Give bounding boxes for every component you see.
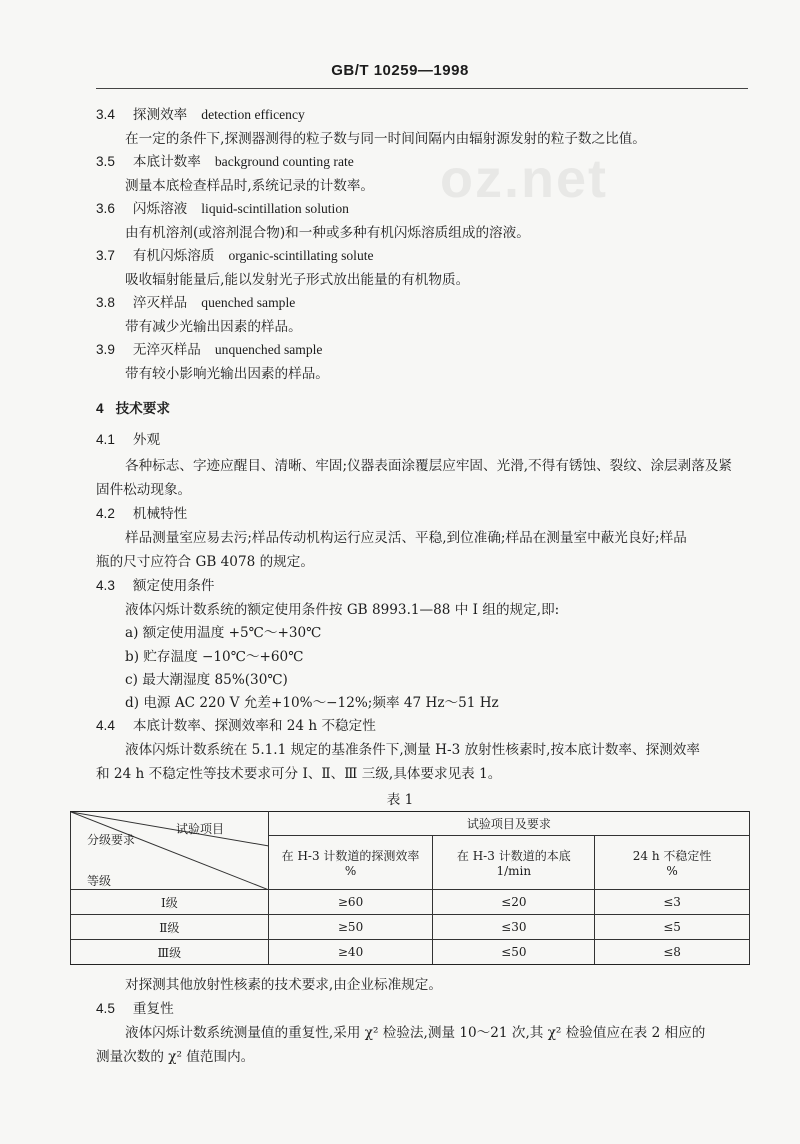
value-cell: ≥60 — [268, 890, 433, 915]
section-4-2-heading: 4.2 机械特性 — [96, 506, 188, 522]
section-3-6-body: 由有机溶剂(或溶剂混合物)和一种或多种有机闪烁溶质组成的溶液。 — [125, 225, 530, 241]
section-4-3-body: 液体闪烁计数系统的额定使用条件按 GB 8993.1—88 中 I 组的规定,即: — [125, 602, 560, 618]
standard-code-header: GB/T 10259—1998 — [331, 62, 469, 79]
corner-label-grade: 等级 — [87, 874, 112, 888]
section-3-5-body: 测量本底检查样品时,系统记录的计数率。 — [125, 178, 375, 194]
grade-cell: Ⅱ级 — [71, 915, 269, 940]
section-4-4-heading: 4.4 本底计数率、探测效率和 24 h 不稳定性 — [96, 718, 376, 734]
section-3-6-heading: 3.6 闪烁溶液 liquid-scintillation solution — [96, 201, 349, 217]
table-1 — [70, 811, 750, 965]
value-cell: ≤8 — [595, 940, 750, 965]
section-4-3-heading: 4.3 额定使用条件 — [96, 578, 215, 594]
value-cell: ≤5 — [595, 915, 750, 940]
column-header-efficiency: 在 H-3 计数道的探测效率 % — [268, 836, 433, 890]
corner-label-grading: 分级要求 — [87, 833, 136, 847]
section-3-8-body: 带有减少光输出因素的样品。 — [125, 319, 302, 335]
condition-item-b: b) 贮存温度 −10℃～+60℃ — [125, 649, 304, 665]
header-rule — [96, 88, 748, 89]
section-4-2-body-line2: 瓶的尺寸应符合 GB 4078 的规定。 — [96, 554, 314, 570]
value-cell: ≥50 — [268, 915, 433, 940]
chapter-4-heading: 4 技术要求 — [96, 401, 170, 417]
section-3-9-heading: 3.9 无淬灭样品 unquenched sample — [96, 342, 323, 358]
value-cell: ≤50 — [433, 940, 595, 965]
section-3-5-heading: 3.5 本底计数率 background counting rate — [96, 154, 354, 170]
table-row — [71, 940, 750, 965]
section-4-5-body-line1: 液体闪烁计数系统测量值的重复性,采用 χ² 检验法,测量 10～21 次,其 χ² 检验值应在表 2 相应的 — [125, 1025, 706, 1041]
table-row — [71, 915, 750, 940]
watermark-text: oz.net — [440, 149, 608, 209]
section-4-5-heading: 4.5 重复性 — [96, 1001, 174, 1017]
section-4-2-body-line1: 样品测量室应易去污;样品传动机构运行应灵活、平稳,到位准确;样品在测量室中蔽光良好;样品 — [125, 530, 687, 546]
value-cell: ≥40 — [268, 940, 433, 965]
section-4-4-body-line1: 液体闪烁计数系统在 5.1.1 规定的基准条件下,测量 H-3 放射性核素时,按本底计数率、探测效率 — [125, 742, 700, 758]
group-header: 试验项目及要求 — [268, 812, 749, 836]
table-note: 对探测其他放射性核素的技术要求,由企业标准规定。 — [125, 977, 442, 993]
column-header-instability: 24 h 不稳定性 % — [595, 836, 750, 890]
value-cell: ≤20 — [433, 890, 595, 915]
section-3-8-heading: 3.8 淬灭样品 quenched sample — [96, 295, 296, 311]
condition-item-a: a) 额定使用温度 +5℃～+30℃ — [125, 625, 322, 641]
section-4-5-body-line2: 测量次数的 χ² 值范围内。 — [96, 1049, 255, 1065]
column-header-background: 在 H-3 计数道的本底 1/min — [433, 836, 595, 890]
section-3-4-heading: 3.4 探测效率 detection efficency — [96, 107, 305, 123]
corner-label-items: 试验项目 — [176, 822, 225, 836]
table-1-caption: 表 1 — [386, 792, 414, 808]
value-cell: ≤3 — [595, 890, 750, 915]
table-corner-cell — [71, 812, 269, 890]
value-cell: ≤30 — [433, 915, 595, 940]
section-3-4-body: 在一定的条件下,探测器测得的粒子数与同一时间间隔内由辐射源发射的粒子数之比值。 — [125, 131, 646, 147]
section-3-7-heading: 3.7 有机闪烁溶质 organic-scintillating solute — [96, 248, 374, 264]
section-4-1-heading: 4.1 外观 — [96, 432, 161, 448]
condition-item-c: c) 最大潮湿度 85%(30℃) — [125, 672, 288, 688]
condition-item-d: d) 电源 AC 220 V 允差+10%～−12%;频率 47 Hz～51 Hz — [125, 695, 499, 711]
section-4-4-body-line2: 和 24 h 不稳定性等技术要求可分 Ⅰ、Ⅱ、Ⅲ 三级,具体要求见表 1。 — [96, 766, 502, 782]
grade-cell: Ⅰ级 — [71, 890, 269, 915]
grade-cell: Ⅲ级 — [71, 940, 269, 965]
section-4-1-body-line1: 各种标志、字迹应醒目、清晰、牢固;仪器表面涂覆层应牢固、光滑,不得有锈蚀、裂纹、涂层剥落及紧 — [125, 458, 733, 474]
table-row — [71, 890, 750, 915]
section-3-7-body: 吸收辐射能量后,能以发射光子形式放出能量的有机物质。 — [125, 272, 470, 288]
section-3-9-body: 带有较小影响光输出因素的样品。 — [125, 366, 329, 382]
section-4-1-body-line2: 固件松动现象。 — [96, 482, 192, 498]
